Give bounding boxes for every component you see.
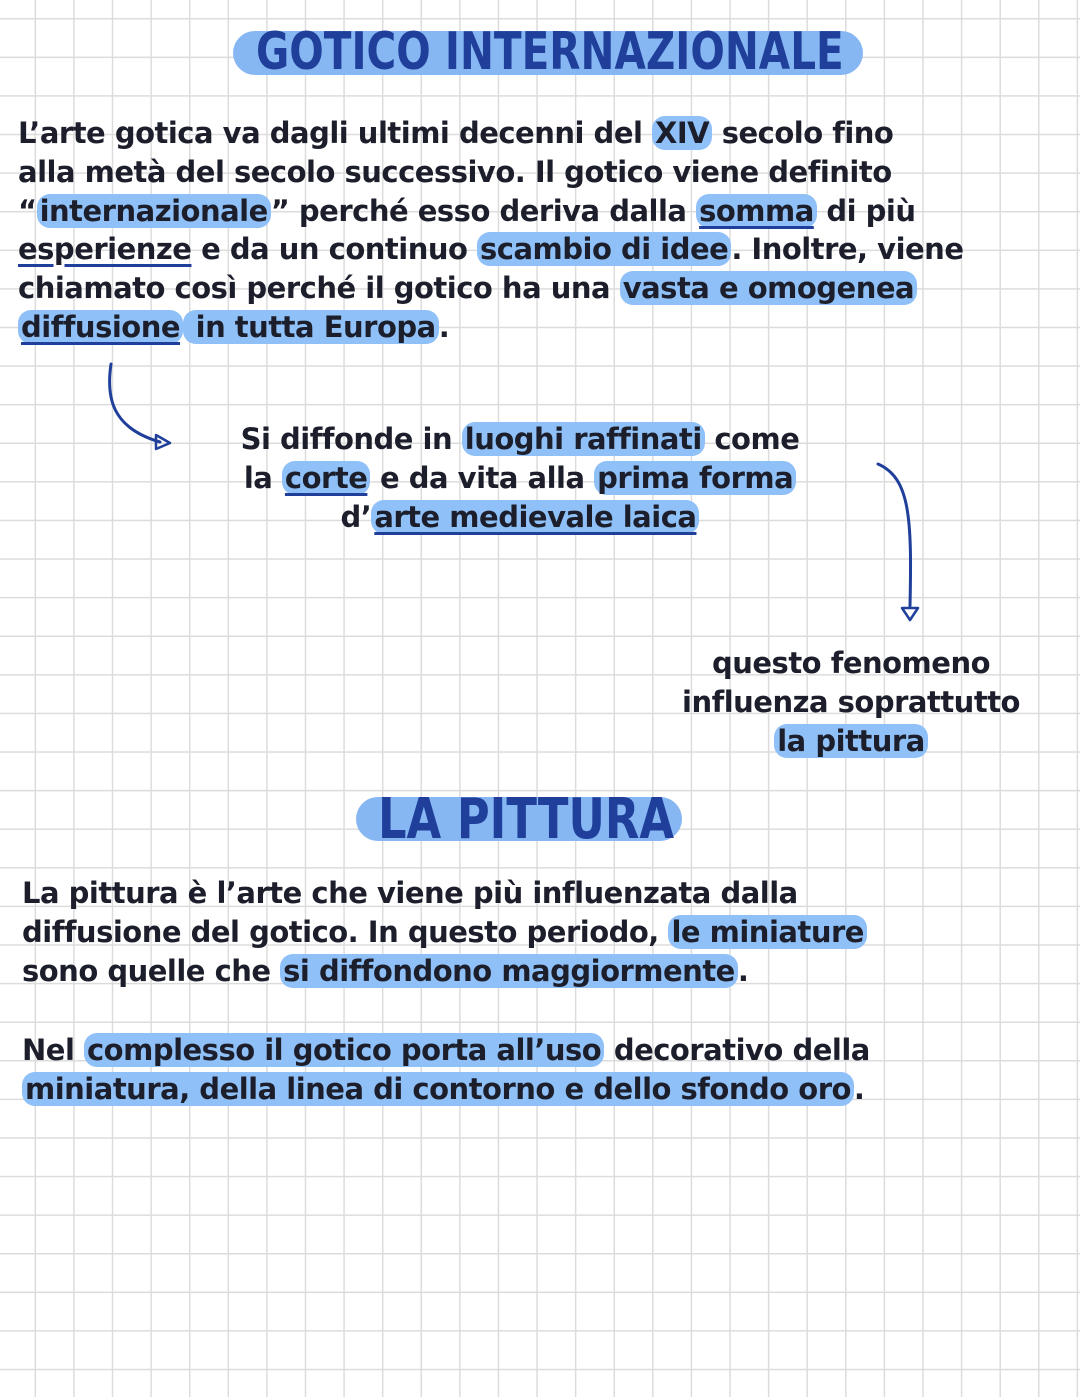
phenomenon-line-3 — [648, 722, 1054, 761]
intro-line-5: chiamato così perché il gotico ha una vasta e omogenea — [18, 269, 1058, 308]
intro-paragraph — [18, 114, 1058, 347]
painting-line-3: sono quelle che si diffondono maggiormente . — [22, 953, 749, 988]
conclusion-line-2: miniatura, della linea di contorno e dello sfondo oro . — [22, 1070, 1062, 1109]
underlined-text: esperienze — [18, 232, 192, 267]
conclusion-line-1: Nel complesso il gotico porta all’uso decorativo della — [22, 1033, 870, 1067]
intro-line-3: “ internazionale ” perché esso deriva dalla somma di più — [18, 193, 916, 228]
painting-line-1: La pittura è l’arte che viene più influenzata dalla — [22, 876, 798, 910]
intro-line-2: alla metà del secolo successivo. Il gotico viene definito — [18, 154, 892, 189]
spread-line-1: Si diffonde in luoghi raffinati come — [240, 422, 800, 456]
highlight: in tutta Europa — [183, 310, 439, 344]
curved-arrow-icon — [870, 458, 930, 628]
spread-line-3: d’ arte medievale laica — [190, 498, 850, 537]
highlight: si diffondono maggiormente — [280, 954, 738, 988]
painting-paragraph — [22, 874, 1062, 990]
highlight: vasta e omogenea — [620, 271, 917, 305]
highlight: corte — [282, 461, 370, 495]
page-title: GOTICO INTERNAZIONALE — [256, 22, 844, 82]
highlight: XIV — [652, 116, 712, 150]
highlight: miniatura, della linea di contorno e dello sfondo oro — [22, 1072, 854, 1106]
phenomenon-note — [648, 644, 1054, 760]
intro-line-6: diffusione in tutta Europa . — [18, 308, 1058, 347]
highlight: luoghi raffinati — [462, 422, 705, 456]
conclusion-paragraph — [22, 1031, 1062, 1109]
highlight: la pittura — [774, 724, 928, 758]
spread-line-2: la corte e da vita alla prima forma — [190, 459, 850, 498]
section-title: LA PITTURA — [378, 787, 675, 852]
phenomenon-line-1: questo fenomeno — [711, 646, 991, 680]
highlight: scambio di idee — [477, 232, 731, 266]
highlight: internazionale — [37, 194, 271, 228]
spread-note — [190, 420, 850, 536]
painting-line-2: diffusione del gotico. In questo periodo, le miniature — [22, 913, 1062, 952]
highlight: diffusione — [18, 310, 183, 344]
curved-arrow-icon — [100, 358, 180, 458]
highlight: arte medievale laica — [371, 500, 699, 534]
highlight: prima forma — [594, 461, 796, 495]
highlight: complesso il gotico porta all’uso — [84, 1033, 604, 1067]
intro-line-1: L’arte gotica va dagli ultimi decenni del XIV secolo fino — [18, 116, 894, 150]
highlight: le miniature — [668, 915, 867, 949]
highlight: somma — [696, 194, 817, 228]
phenomenon-line-2: influenza soprattutto — [682, 684, 1020, 719]
intro-line-4: esperienze e da un continuo scambio di idee . Inoltre, viene — [18, 232, 964, 267]
